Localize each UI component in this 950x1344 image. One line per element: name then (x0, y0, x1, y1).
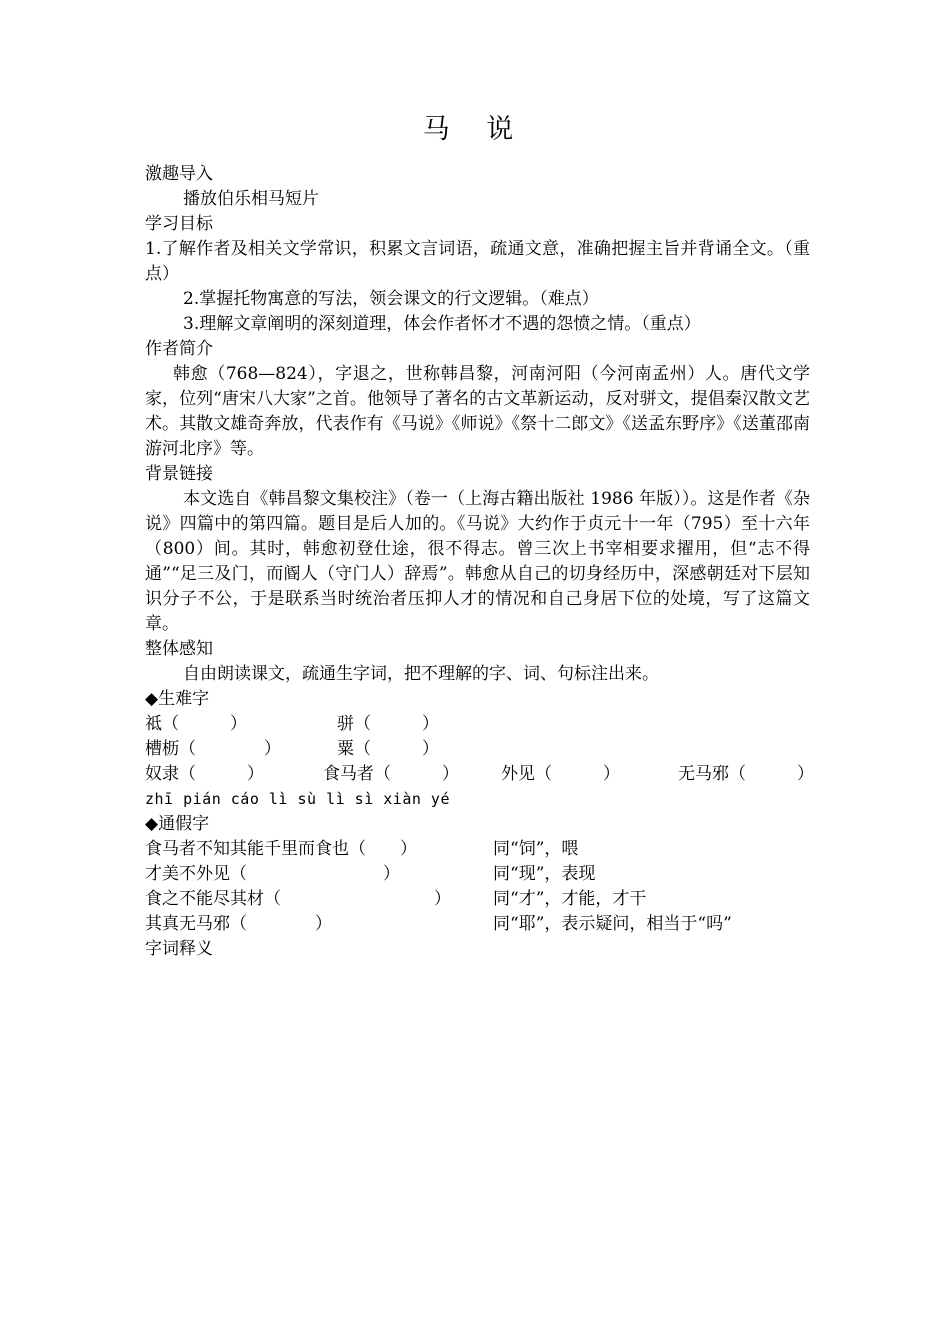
section-heading-intro: 激趣导入 (145, 164, 213, 184)
difficult-item: 槽枥（ ） (145, 739, 281, 759)
difficult-row-2 (145, 737, 810, 762)
document-body (145, 162, 814, 962)
difficult-item: 粟（ ） (337, 739, 439, 759)
pinyin-answers: zhī pián cáo lì sù lì sì xiàn yé (145, 790, 450, 808)
section-heading-tongjia: ◆通假字 (145, 814, 210, 834)
tongjia-row (145, 862, 810, 887)
goal-item-2: 2.掌握托物寓意的写法，领会课文的行文逻辑。（难点） (183, 289, 599, 309)
tongjia-sentence: 食马者不知其能千里而食也（ ） (145, 839, 417, 859)
tongjia-row (145, 837, 810, 862)
goal-item-3: 3.理解文章阐明的深刻道理，体会作者怀才不遇的怨愤之情。（重点） (183, 314, 701, 334)
author-text: 韩愈（768—824），字退之，世称韩昌黎，河南河阳（今河南孟州）人。唐代文学家，位列“唐宋八大家”之首。他领导了著名的古文革新运动，反对骈文，提倡秦汉散文艺术。其散文雄奇奔放，代表作有《马说》《师说》《祭十二郎文》《送孟东野序》《送董邵南游河北序》等。 (145, 364, 810, 459)
tongjia-row (145, 912, 810, 937)
difficult-item: 奴隶（ ） (145, 764, 264, 784)
difficult-item: 外见（ ） (501, 764, 620, 784)
tongjia-explanation: 同“才”，才能，才干 (493, 889, 647, 909)
difficult-item: 祗（ ） (145, 714, 247, 734)
difficult-row-3 (145, 762, 814, 787)
tongjia-explanation: 同“耶”，表示疑问，相当于“吗” (493, 914, 732, 934)
tongjia-sentence: 才美不外见（ ） (145, 864, 400, 884)
section-heading-background: 背景链接 (145, 464, 213, 484)
section-heading-goals: 学习目标 (145, 214, 213, 234)
background-text: 本文选自《韩昌黎文集校注》（卷一（上海古籍出版社 1986 年版））。这是作者《杂说》四篇中的第四篇。题目是后人加的。《马说》大约作于贞元十一年（795）至十六年（800）间。其时，韩愈初登仕途，很不得志。曾三次上书宰相要求擢用，但“志不得通”“足三及门，而阍人（守门人）辞焉”。韩愈从自己的切身经历中，深感朝廷对下层知识分子不公，于是联系当时统治者压抑人才的情况和自己身居下位的处境，写了这篇文章。 (145, 489, 810, 634)
section-heading-author: 作者简介 (145, 339, 213, 359)
difficult-item: 食马者（ ） (323, 764, 459, 784)
tongjia-explanation: 同“现”，表现 (493, 864, 596, 884)
tongjia-sentence: 其真无马邪（ ） (145, 914, 332, 934)
intro-text: 播放伯乐相马短片 (183, 189, 319, 209)
section-heading-glossary: 字词释义 (145, 939, 213, 959)
difficult-row-1 (145, 712, 810, 737)
overall-text: 自由朗读课文，疏通生字词，把不理解的字、词、句标注出来。 (183, 664, 659, 684)
goal-item-1: 1.了解作者及相关文学常识，积累文言词语，疏通文意，准确把握主旨并背诵全文。（重点） (145, 239, 810, 284)
section-heading-overall: 整体感知 (145, 639, 213, 659)
difficult-item: 骈（ ） (337, 714, 439, 734)
tongjia-explanation: 同“饲”，喂 (493, 839, 579, 859)
tongjia-row (145, 887, 810, 912)
page-title: 马 说 (422, 114, 528, 145)
section-heading-difficult-chars: ◆生难字 (145, 689, 210, 709)
difficult-item: 无马邪（ ） (678, 764, 814, 784)
tongjia-sentence: 食之不能尽其材（ ） (145, 889, 451, 909)
